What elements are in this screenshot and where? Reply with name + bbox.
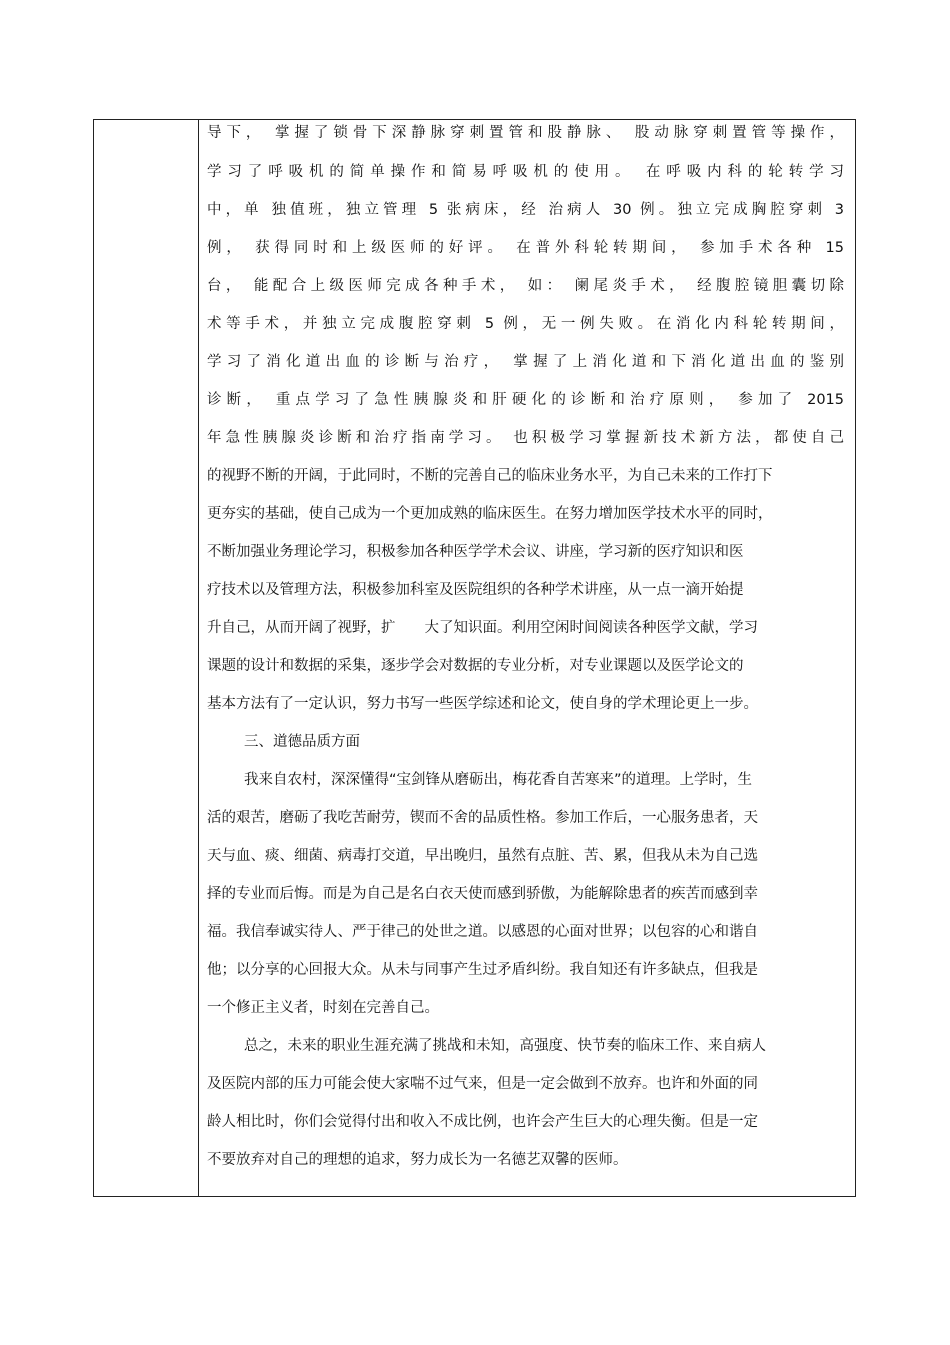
text-line: 更夯实的基础，使自己成为一个更加成熟的临床医生。在努力增加医学技术水平的同时， (207, 506, 773, 522)
text-line: 择的专业而后悔。而是为自己是名白衣天使而感到骄傲，为能解除患者的疾苦而感到幸 (207, 886, 758, 902)
text-line: 学习了呼吸机的简单操作和简易呼吸机的使用。 在呼吸内科的轮转学习 (207, 164, 844, 180)
text-line: 年急性胰腺炎诊断和治疗指南学习。 也积极学习掌握新技术新方法，都使自己 (207, 430, 844, 446)
text-line: 例， 获得同时和上级医师的好评。 在普外科轮转期间， 参加手术各种 15 (207, 240, 844, 256)
text-line: 福。我信奉诚实待人、严于律己的处世之道。以感恩的心面对世界；以包容的心和谐自 (207, 924, 758, 940)
text-line: 我来自农村，深深懂得“宝剑锋从磨砺出，梅花香自苦寒来”的道理。上学时，生 (244, 772, 753, 788)
text-line: 术等手术，并独立完成腹腔穿刺 5 例，无一例失败。在消化内科轮转期间， (207, 316, 844, 332)
text-line: 龄人相比时，你们会觉得付出和收入不成比例，也许会产生巨大的心理失衡。但是一定 (207, 1114, 758, 1130)
text-line: 的视野不断的开阔，于此同时，不断的完善自己的临床业务水平，为自己未来的工作打下 (207, 468, 773, 484)
text-line: 升自己，从而开阔了视野，扩 大了知识面。利用空闲时间阅读各种医学文献，学习 (207, 620, 758, 636)
text-line: 导下， 掌握了锁骨下深静脉穿刺置管和股静脉、 股动脉穿刺置管等操作， (207, 125, 844, 141)
text-line: 总之，未来的职业生涯充满了挑战和未知，高强度、快节奏的临床工作、来自病人 (244, 1038, 766, 1054)
text-line: 及医院内部的压力可能会使大家喘不过气来，但是一定会做到不放弃。也许和外面的同 (207, 1076, 758, 1092)
text-line: 中，单 独值班，独立管理 5 张病床，经 治病人 30 例。独立完成胸腔穿刺 3 (207, 202, 844, 218)
text-line: 不断加强业务理论学习，积极参加各种医学学术会议、讲座，学习新的医疗知识和医 (207, 544, 744, 560)
text-line: 他；以分享的心回报大众。从未与同事产生过矛盾纠纷。我自知还有许多缺点，但我是 (207, 962, 758, 978)
text-line: 课题的设计和数据的采集，逐步学会对数据的专业分析，对专业课题以及医学论文的 (207, 658, 744, 674)
text-line: 天与血、痰、细菌、病毒打交道，早出晚归，虽然有点脏、苦、累，但我从未为自己选 (207, 848, 758, 864)
text-line: 诊断， 重点学习了急性胰腺炎和肝硬化的诊断和治疗原则， 参加了 2015 (207, 392, 844, 408)
text-line: 疗技术以及管理方法，积极参加科室及医院组织的各种学术讲座，从一点一滴开始提 (207, 582, 744, 598)
text-line: 活的艰苦，磨砺了我吃苦耐劳，锲而不舍的品质性格。参加工作后，一心服务患者，天 (207, 810, 758, 826)
section-heading: 三、道德品质方面 (244, 734, 360, 750)
text-line: 不要放弃对自己的理想的追求，努力成长为一名德艺双馨的医师。 (207, 1152, 628, 1168)
text-line: 一个修正主义者，时刻在完善自己。 (207, 1000, 439, 1016)
text-line: 学习了消化道出血的诊断与治疗， 掌握了上消化道和下消化道出血的鉴别 (207, 354, 844, 370)
column-divider (198, 119, 199, 1197)
text-line: 台， 能配合上级医师完成各种手术， 如： 阑尾炎手术， 经腹腔镜胆囊切除 (207, 278, 844, 294)
text-line: 基本方法有了一定认识，努力书写一些医学综述和论文，使自身的学术理论更上一步。 (207, 696, 758, 712)
